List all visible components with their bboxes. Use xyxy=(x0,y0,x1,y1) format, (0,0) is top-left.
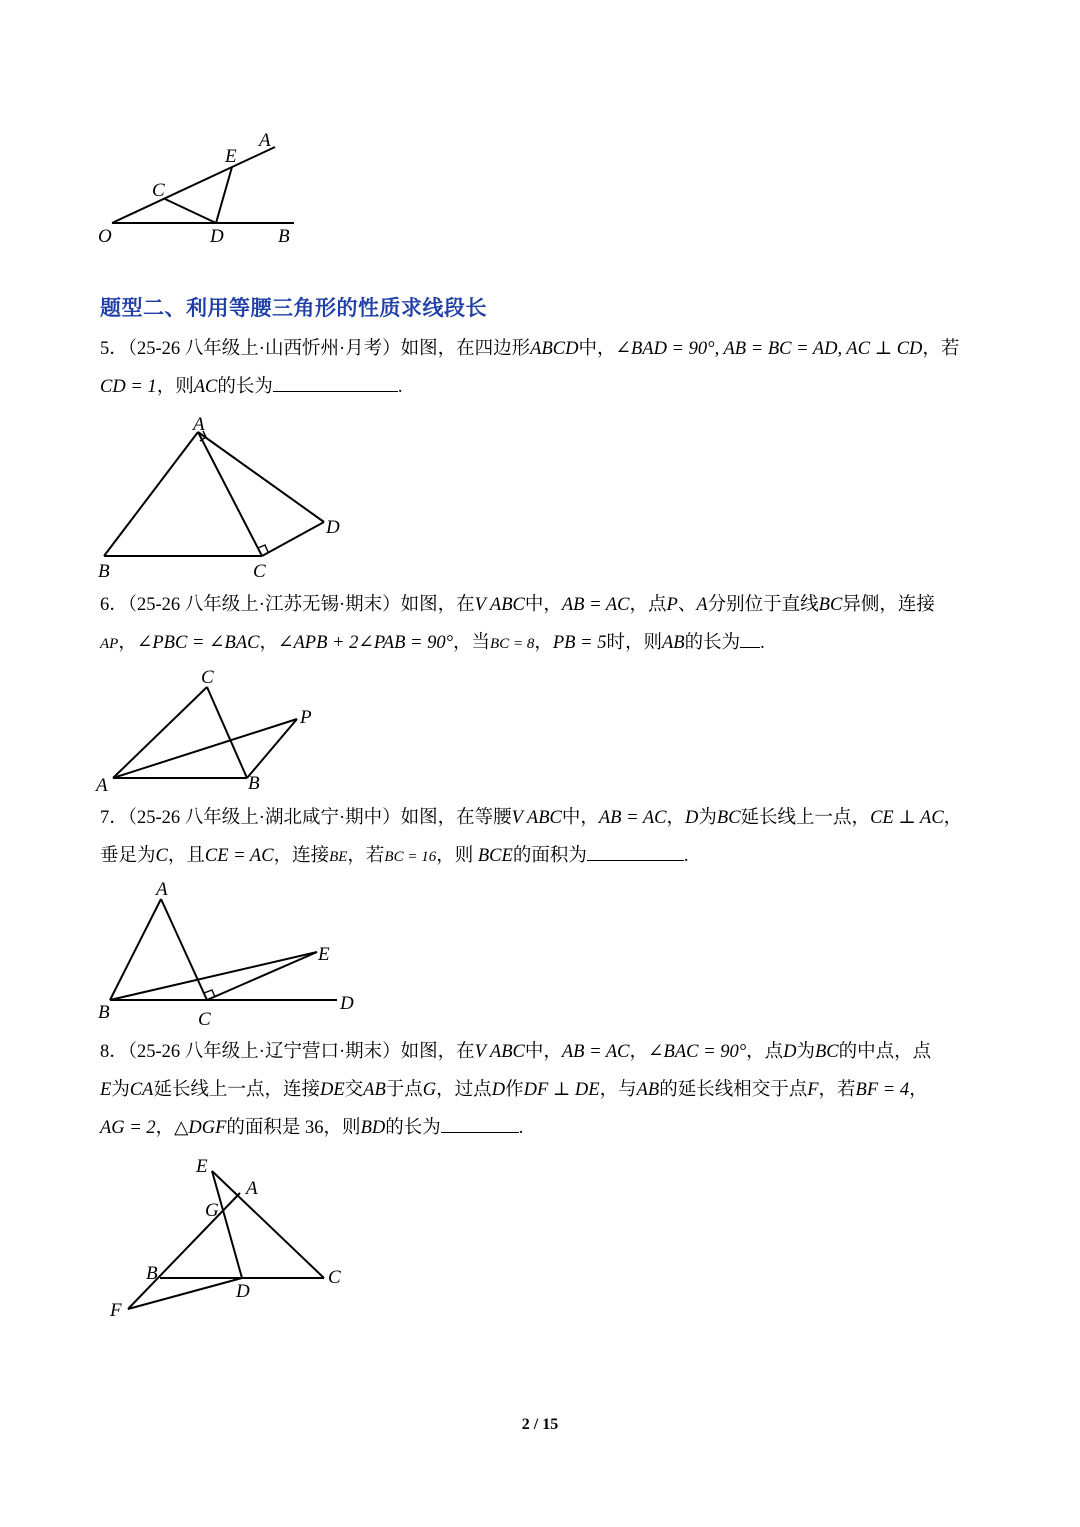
label-a: A xyxy=(246,1178,258,1199)
label-g: G xyxy=(205,1200,219,1221)
label-a: A xyxy=(156,879,168,900)
label-d: D xyxy=(340,993,354,1014)
question-5-line-1: 5．（25-26 八年级上·山西忻州·月考）如图，在四边形ABCD中，∠BAD = 90°, AB = BC = AD, AC ⊥ CD，若 xyxy=(100,339,960,359)
label-b: B xyxy=(248,773,260,794)
label-p: P xyxy=(300,707,312,728)
question-8-line-2: E为CA延长线上一点，连接DE交AB于点G，过点D作DF ⊥ DE，与AB的延长线相交于点F，若BF = 4， xyxy=(100,1080,928,1100)
label-d: D xyxy=(236,1281,250,1302)
label-e: E xyxy=(225,146,237,167)
label-c: C xyxy=(328,1267,341,1288)
question-7-line-2: 垂足为C，且CE = AC，连接BE，若BC = 16，则 BCE的面积为 . xyxy=(100,837,985,876)
label-o: O xyxy=(98,226,112,247)
label-e: E xyxy=(196,1156,208,1177)
section-heading: 题型二、利用等腰三角形的性质求线段长 xyxy=(100,297,487,320)
label-d: D xyxy=(210,226,224,247)
segment-ec xyxy=(212,1171,324,1278)
label-f: F xyxy=(110,1300,122,1321)
question-8-line-3: AG = 2，△DGF的面积是 36，则BD的长为 . xyxy=(100,1109,985,1147)
label-b: B xyxy=(146,1263,158,1284)
question-7-line-1: 7．（25-26 八年级上·湖北咸宁·期中）如图，在等腰V ABC中，AB = AC，D为BC延长线上一点，CE ⊥ AC， xyxy=(100,808,963,828)
label-e: E xyxy=(318,944,330,965)
question-6-line-2: AP，∠PBC = ∠BAC，∠APB + 2∠PAB = 90°，当BC = 8，PB = 5时，则AB的长为 . xyxy=(100,624,985,663)
segment-ed xyxy=(212,1171,242,1278)
label-d: D xyxy=(326,517,340,538)
question-6-line-1: 6．（25-26 八年级上·江苏无锡·期末）如图，在V ABC中，AB = AC，点P、A分别位于直线BC异侧，连接 xyxy=(100,595,935,615)
label-b: B xyxy=(98,1002,110,1023)
label-a: A xyxy=(96,775,108,796)
label-c: C xyxy=(152,180,165,201)
question-5-line-2: CD = 1，则AC的长为 . xyxy=(100,368,985,406)
label-b: B xyxy=(98,561,110,582)
label-c: C xyxy=(201,667,214,688)
label-b: B xyxy=(278,226,290,247)
label-a: A xyxy=(259,130,271,151)
question-8-line-1: 8．（25-26 八年级上·辽宁营口·期末）如图，在V ABC中，AB = AC，∠BAC = 90°，点D为BC的中点，点 xyxy=(100,1042,932,1062)
page-number: 2 / 15 xyxy=(521,1416,559,1433)
label-c: C xyxy=(198,1009,211,1030)
label-a: A xyxy=(193,414,205,435)
label-c: C xyxy=(253,561,266,582)
